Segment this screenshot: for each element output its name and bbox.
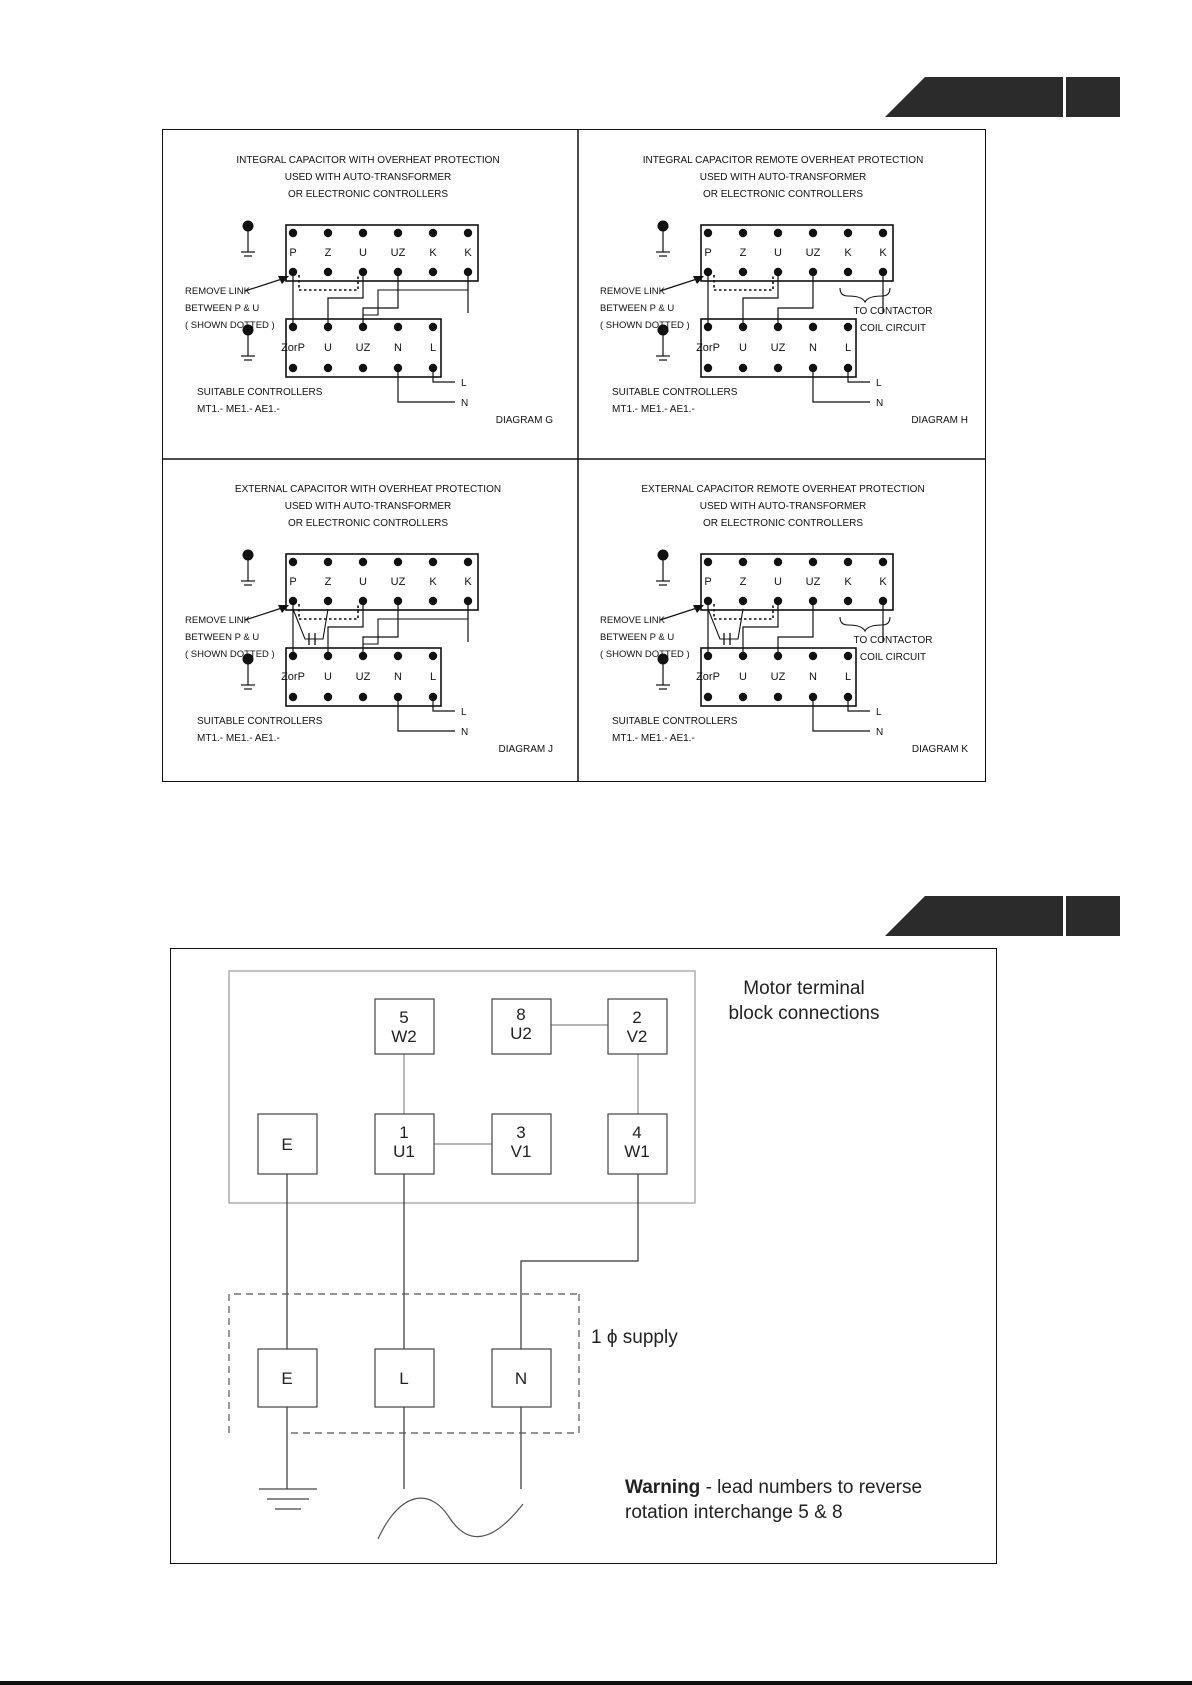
terminal-dot — [774, 229, 782, 237]
panel-title-line: EXTERNAL CAPACITOR WITH OVERHEAT PROTECTION — [234, 484, 502, 495]
terminal-v2-number: 2 — [632, 1008, 642, 1027]
bottom-terminal-label: UZ — [770, 342, 786, 354]
motor-title — [728, 978, 879, 1024]
controllers-label: MT1.- ME1.- AE1.- — [612, 733, 695, 744]
terminal-w1-label: W1 — [624, 1142, 650, 1161]
terminal-dot — [774, 693, 782, 701]
wiring-panel-h — [600, 155, 968, 426]
bottom-terminal-label: L — [844, 671, 852, 683]
bottom-terminal-label: N — [809, 342, 817, 354]
capacitor-wire — [293, 609, 328, 639]
terminal-dot — [739, 364, 747, 372]
remove-link-label: BETWEEN P & U — [185, 303, 260, 314]
panel-title-line: USED WITH AUTO-TRANSFORMER — [699, 501, 867, 512]
arrow-icon — [660, 278, 700, 291]
ground-icon — [259, 1489, 317, 1509]
controllers-label: SUITABLE CONTROLLERS — [612, 387, 738, 398]
wiring-diagrams-figure — [162, 129, 986, 782]
top-terminal-label: K — [844, 576, 852, 588]
remove-link-label: ( SHOWN DOTTED ) — [185, 649, 275, 660]
ac-sine-icon — [378, 1498, 523, 1539]
motor-title-line2: block connections — [728, 1003, 880, 1024]
contactor-label: COIL CIRCUIT — [859, 323, 927, 334]
bottom-terminal-label: U — [324, 671, 332, 683]
terminal-dot — [464, 229, 472, 237]
earth-terminal-icon — [658, 221, 669, 232]
remove-link-label: REMOVE LINK — [185, 286, 250, 297]
diagram-label: DIAGRAM J — [498, 744, 553, 755]
terminal-dot — [324, 597, 332, 605]
panel-title-line: USED WITH AUTO-TRANSFORMER — [284, 172, 452, 183]
terminal-dot — [739, 229, 747, 237]
top-terminal-block — [701, 225, 893, 281]
supply-n-label: N — [514, 1369, 528, 1388]
terminal-u1-number: 1 — [399, 1123, 409, 1142]
terminal-dot — [394, 558, 402, 566]
terminal-dot — [844, 268, 852, 276]
terminal-dot — [289, 229, 297, 237]
bottom-terminal-label: U — [324, 342, 332, 354]
panel-title-line: INTEGRAL CAPACITOR WITH OVERHEAT PROTECTION — [236, 155, 500, 166]
supply-label: N — [461, 398, 469, 409]
remove-link-label: REMOVE LINK — [600, 615, 665, 626]
supply-label: L — [876, 378, 882, 389]
top-terminal-label: UZ — [805, 576, 821, 588]
terminal-dot — [394, 652, 402, 660]
terminal-dot — [324, 558, 332, 566]
terminal-dot — [844, 597, 852, 605]
panel-title-line: OR ELECTRONIC CONTROLLERS — [287, 189, 449, 200]
earth-terminal-icon — [243, 550, 254, 561]
capacitor-wire — [708, 609, 743, 639]
terminal-dot — [739, 693, 747, 701]
supply-e-label: E — [281, 1369, 293, 1388]
controllers-label: MT1.- ME1.- AE1.- — [197, 733, 280, 744]
terminal-w2-label: W2 — [391, 1027, 417, 1046]
terminal-dot — [844, 558, 852, 566]
earth-terminal-icon — [243, 221, 254, 232]
terminal-dot — [359, 693, 367, 701]
diagram-label: DIAGRAM H — [911, 415, 968, 426]
terminal-dot — [739, 558, 747, 566]
terminal-dot — [289, 693, 297, 701]
bottom-terminal-label: ZorP — [281, 342, 305, 354]
remove-link-label: ( SHOWN DOTTED ) — [600, 320, 690, 331]
terminal-dot — [429, 652, 437, 660]
bottom-terminal-label: ZorP — [281, 671, 305, 683]
panel-title-line: USED WITH AUTO-TRANSFORMER — [699, 172, 867, 183]
top-terminal-label: U — [774, 576, 782, 588]
remove-link-label: BETWEEN P & U — [600, 632, 675, 643]
contactor-label: TO CONTACTOR — [853, 635, 933, 646]
bottom-terminal-label: UZ — [770, 671, 786, 683]
terminal-dot — [429, 229, 437, 237]
terminal-u1-label: U1 — [393, 1142, 415, 1161]
top-terminal-block — [701, 554, 893, 610]
bottom-terminal-label: U — [739, 671, 747, 683]
supply-label: N — [876, 398, 884, 409]
terminal-dot — [809, 229, 817, 237]
top-terminal-label: K — [879, 576, 887, 588]
supply-label: N — [876, 727, 884, 738]
top-terminal-block — [286, 225, 478, 281]
supply-label: L — [461, 378, 467, 389]
motor-terminal-svg — [171, 949, 996, 1563]
warning-line1 — [625, 1477, 922, 1498]
top-terminal-label: U — [359, 576, 367, 588]
remove-link-label: BETWEEN P & U — [600, 303, 675, 314]
terminal-dot — [774, 364, 782, 372]
terminal-dot — [324, 693, 332, 701]
top-terminal-label: P — [704, 576, 712, 588]
terminal-dot — [704, 364, 712, 372]
terminal-dot — [879, 229, 887, 237]
terminal-dot — [289, 558, 297, 566]
top-terminal-label: UZ — [805, 247, 821, 259]
header-tab-top — [885, 77, 1120, 117]
terminal-dot — [704, 693, 712, 701]
terminal-dot — [704, 558, 712, 566]
terminal-dot — [809, 652, 817, 660]
top-terminal-label: K — [429, 247, 437, 259]
controllers-label: MT1.- ME1.- AE1.- — [197, 404, 280, 415]
top-terminal-label: UZ — [390, 576, 406, 588]
terminal-dot — [704, 229, 712, 237]
bottom-terminal-label: L — [844, 342, 852, 354]
warning-rest: - lead numbers to reverse — [700, 1477, 923, 1498]
arrow-icon — [245, 278, 285, 291]
top-terminal-label: P — [289, 576, 297, 588]
top-terminal-label: Z — [739, 576, 747, 588]
controllers-label: SUITABLE CONTROLLERS — [197, 716, 323, 727]
diagram-label: DIAGRAM K — [911, 744, 968, 755]
top-terminal-label: Z — [324, 247, 332, 259]
top-terminal-label: K — [879, 247, 887, 259]
bottom-terminal-label: N — [394, 342, 402, 354]
remove-link-label: REMOVE LINK — [600, 286, 665, 297]
terminal-v1-number: 3 — [516, 1123, 526, 1142]
terminal-dot — [359, 364, 367, 372]
terminal-dot — [289, 364, 297, 372]
terminal-w2-number: 5 — [399, 1008, 409, 1027]
controllers-label: MT1.- ME1.- AE1.- — [612, 404, 695, 415]
terminal-dot — [774, 558, 782, 566]
footer-rule — [0, 1681, 1192, 1685]
supply-label: L — [461, 707, 467, 718]
terminal-u2-number: 8 — [516, 1005, 526, 1024]
bottom-terminal-label: UZ — [355, 671, 371, 683]
terminal-dot — [324, 229, 332, 237]
controllers-label: SUITABLE CONTROLLERS — [197, 387, 323, 398]
warning-bold: Warning — [625, 1477, 701, 1498]
supply-label: 1 ϕ supply — [591, 1327, 678, 1348]
top-terminal-label: K — [844, 247, 852, 259]
top-terminal-label: P — [289, 247, 297, 259]
wiring-panel-g — [185, 155, 553, 426]
supply-l-label: L — [399, 1369, 409, 1388]
terminal-dot — [739, 268, 747, 276]
terminal-dot — [324, 268, 332, 276]
terminal-dot — [429, 323, 437, 331]
panel-title-line: INTEGRAL CAPACITOR REMOTE OVERHEAT PROTECTION — [642, 155, 924, 166]
diagram-label: DIAGRAM G — [495, 415, 553, 426]
terminal-dot — [739, 597, 747, 605]
panel-title-line: EXTERNAL CAPACITOR REMOTE OVERHEAT PROTECTION — [641, 484, 925, 495]
remove-link-label: ( SHOWN DOTTED ) — [600, 649, 690, 660]
terminal-dot — [429, 268, 437, 276]
top-terminal-label: Z — [739, 247, 747, 259]
wiring-panel-k — [600, 484, 968, 755]
supply-label: N — [461, 727, 469, 738]
terminal-dot — [879, 558, 887, 566]
terminal-w1-number: 4 — [632, 1123, 642, 1142]
panel-title-line: OR ELECTRONIC CONTROLLERS — [287, 518, 449, 529]
remove-link-label: REMOVE LINK — [185, 615, 250, 626]
remove-link-label: BETWEEN P & U — [185, 632, 260, 643]
top-terminal-label: Z — [324, 576, 332, 588]
terminal-dot — [429, 558, 437, 566]
top-terminal-block — [286, 554, 478, 610]
warning-line2: rotation interchange 5 & 8 — [625, 1502, 843, 1523]
terminal-dot — [394, 323, 402, 331]
earth-terminal-icon — [658, 550, 669, 561]
top-terminal-label: K — [464, 247, 472, 259]
wiring-panel-j — [185, 484, 553, 755]
arrow-icon — [245, 607, 285, 620]
terminal-dot — [359, 558, 367, 566]
terminal-dot — [429, 597, 437, 605]
wiring-diagrams-svg — [163, 130, 985, 781]
top-terminal-label: K — [429, 576, 437, 588]
remove-link-label: ( SHOWN DOTTED ) — [185, 320, 275, 331]
top-terminal-label: K — [464, 576, 472, 588]
panel-title-line: OR ELECTRONIC CONTROLLERS — [702, 189, 864, 200]
terminal-dot — [809, 323, 817, 331]
motor-terminal-figure — [170, 948, 997, 1564]
terminal-u2-label: U2 — [510, 1024, 532, 1043]
terminal-dot — [844, 323, 852, 331]
bottom-terminal-label: U — [739, 342, 747, 354]
controllers-label: SUITABLE CONTROLLERS — [612, 716, 738, 727]
bottom-terminal-label: UZ — [355, 342, 371, 354]
terminal-dot — [844, 652, 852, 660]
terminal-dot — [324, 364, 332, 372]
terminal-dot — [464, 558, 472, 566]
header-tab-bottom — [885, 896, 1120, 936]
terminal-v1-label: V1 — [510, 1142, 532, 1161]
bottom-terminal-label: N — [809, 671, 817, 683]
motor-title-line1: Motor terminal — [743, 978, 865, 999]
bottom-terminal-label: N — [394, 671, 402, 683]
terminal-dot — [359, 229, 367, 237]
bottom-terminal-label: ZorP — [696, 342, 720, 354]
bottom-terminal-label: ZorP — [696, 671, 720, 683]
top-terminal-label: U — [359, 247, 367, 259]
arrow-icon — [660, 607, 700, 620]
contactor-label: COIL CIRCUIT — [859, 652, 927, 663]
terminal-v2-label: V2 — [626, 1027, 648, 1046]
terminal-dot — [394, 229, 402, 237]
panel-title-line: OR ELECTRONIC CONTROLLERS — [702, 518, 864, 529]
top-terminal-label: U — [774, 247, 782, 259]
bottom-terminal-label: L — [429, 671, 437, 683]
top-terminal-label: P — [704, 247, 712, 259]
terminal-dot — [844, 229, 852, 237]
panel-title-line: USED WITH AUTO-TRANSFORMER — [284, 501, 452, 512]
supply-label: L — [876, 707, 882, 718]
top-terminal-label: UZ — [390, 247, 406, 259]
bottom-terminal-label: L — [429, 342, 437, 354]
terminal-e-label: E — [281, 1135, 293, 1154]
terminal-dot — [809, 558, 817, 566]
contactor-label: TO CONTACTOR — [853, 306, 933, 317]
